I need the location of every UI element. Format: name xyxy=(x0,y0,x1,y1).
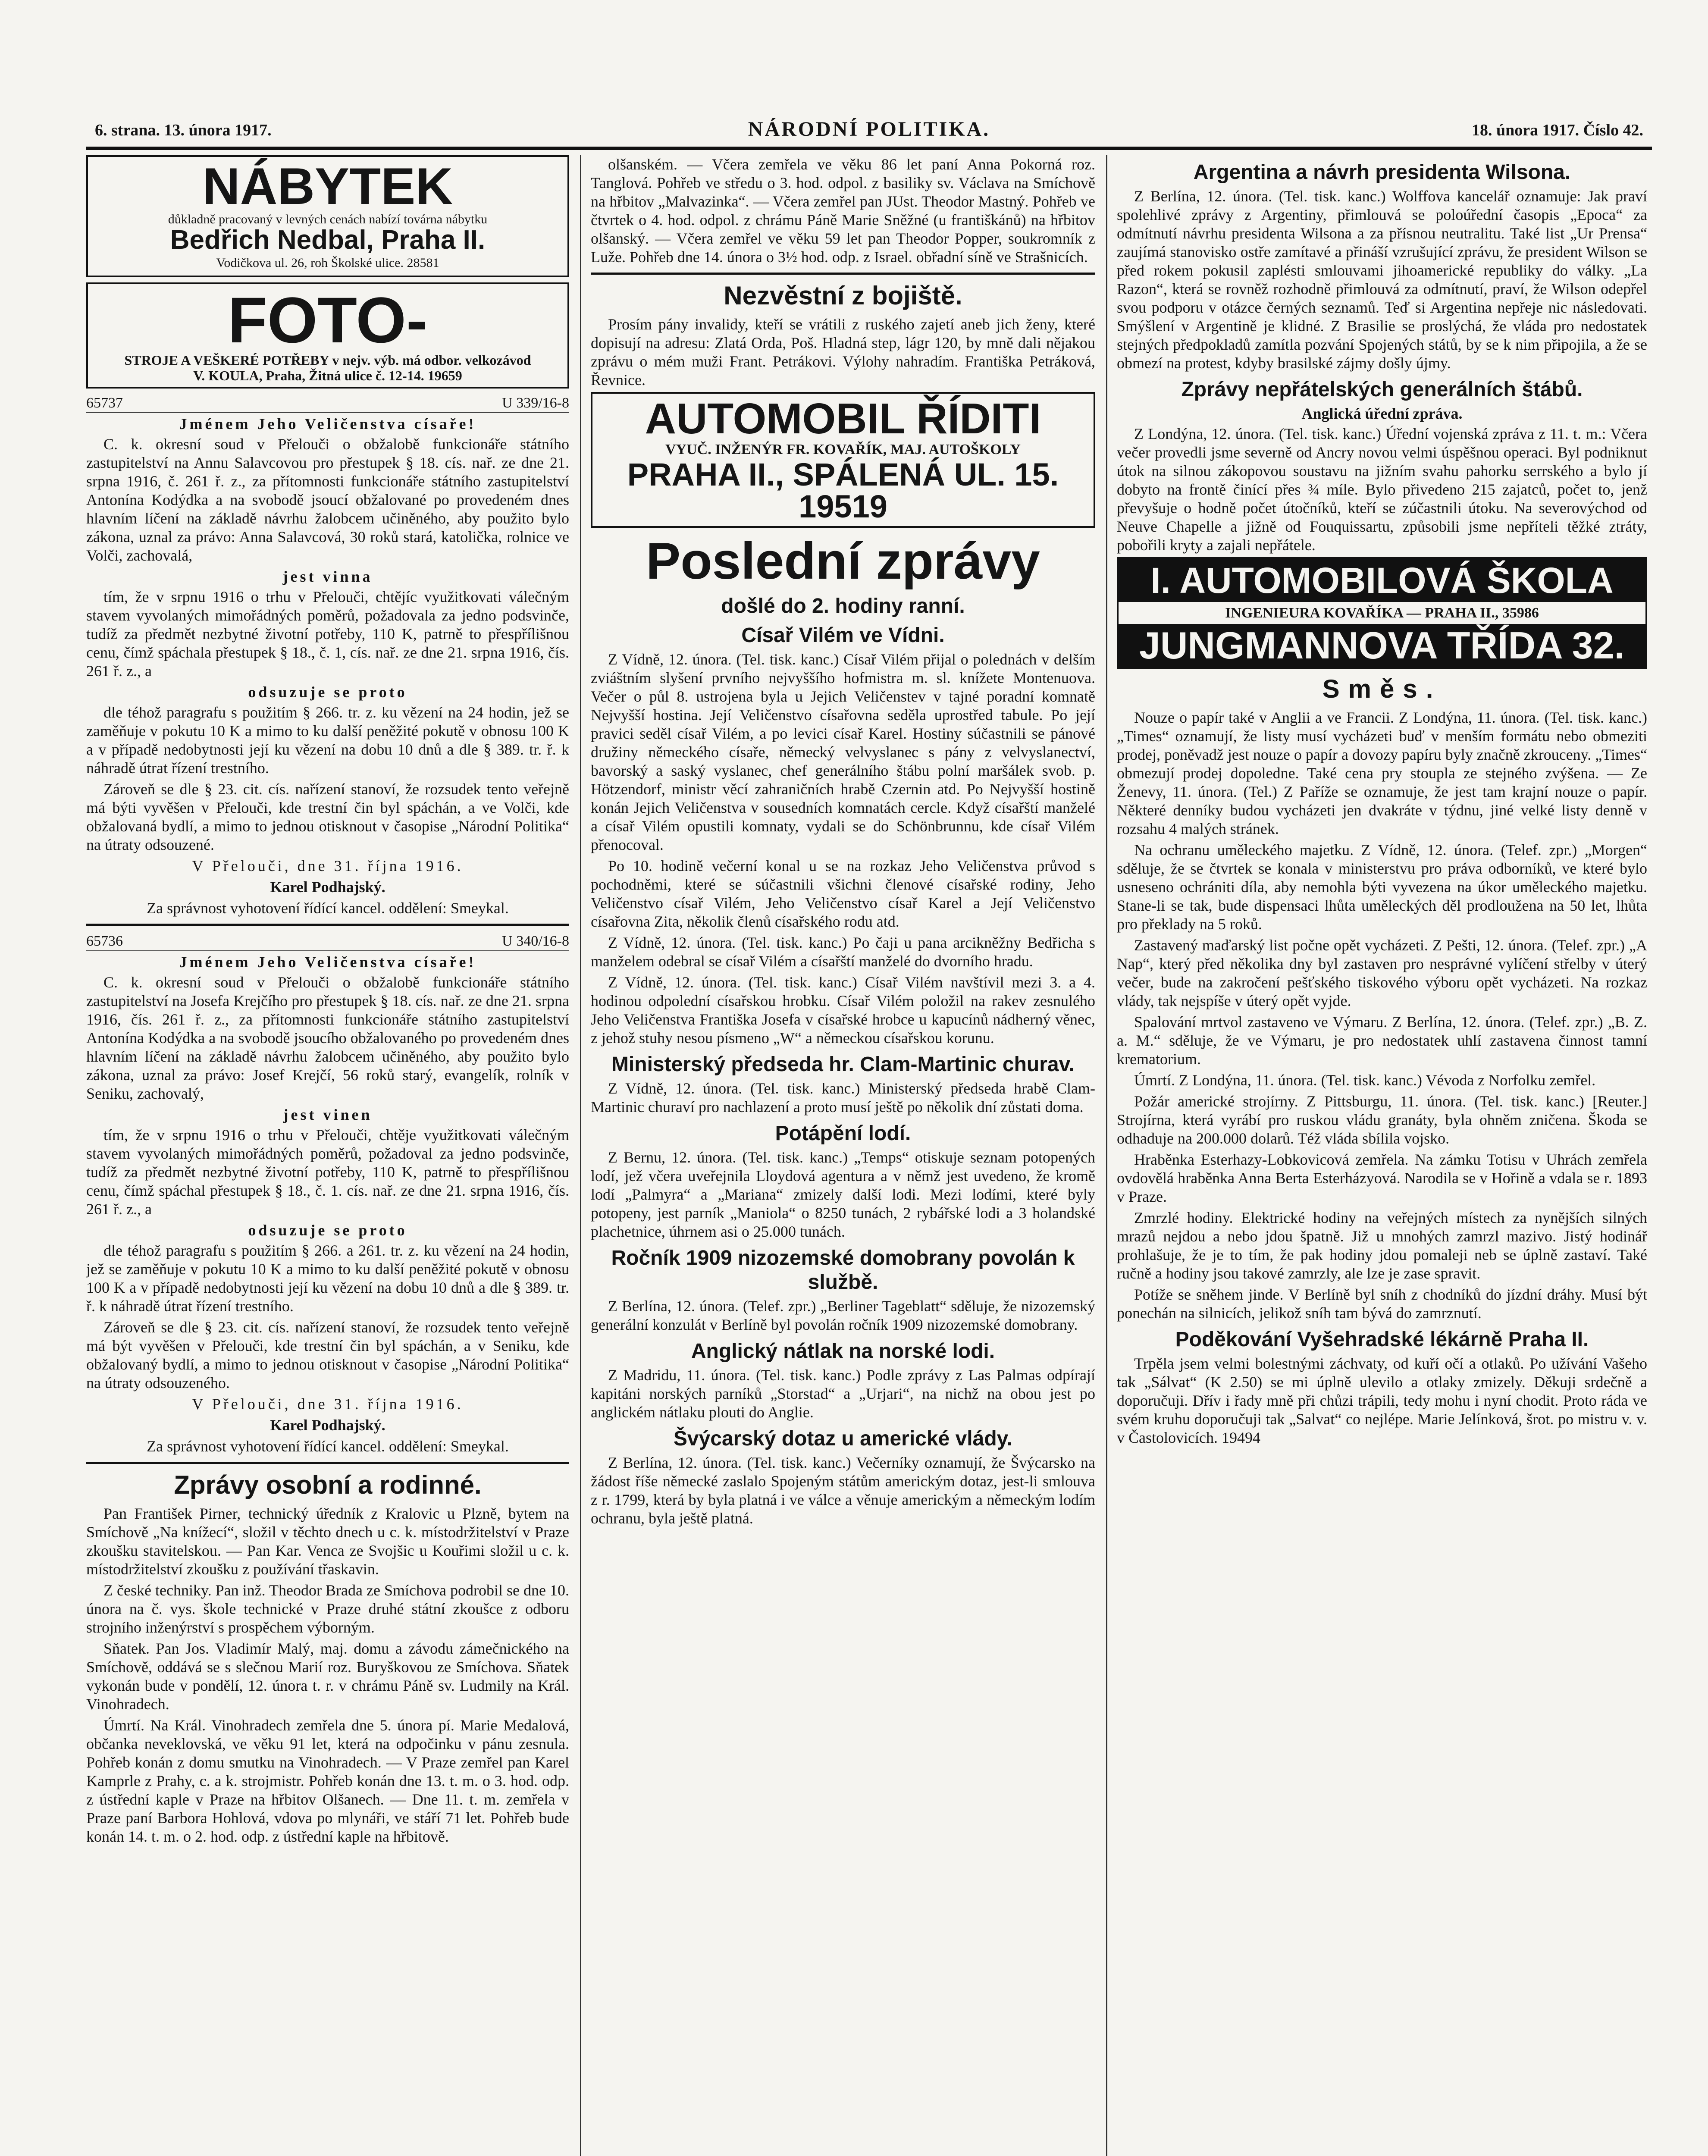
paragraph: Zároveň se dle § 23. cit. cís. nařízení stanoví, že rozsudek tento veřejně má býti vyvěšen v Přelouči, kde trestní čin byl spáchán, a ve Volči, kde obžalovaná bydlí, a mimo to jednou otisknout v časopise „Národní Politika“ na útraty odsouzené. xyxy=(86,780,569,853)
ad-address: Vodičkova ul. 26, roh Školské ulice. 28581 xyxy=(216,256,439,270)
section-heading: Směs. xyxy=(1322,674,1442,703)
paragraph: Úmrtí. Z Londýna, 11. února. (Tel. tisk. kanc.) Vévoda z Norfolku zemřel. xyxy=(1134,1072,1596,1089)
ad-address: V. KOULA, Praha, Žitná ulice č. 12-14. 19659 xyxy=(193,368,462,383)
article-heading: Anglický nátlak na norské lodi. xyxy=(691,1340,995,1363)
section-subheading: došlé do 2. hodiny ranní. xyxy=(721,595,965,617)
article-heading: Argentina a návrh presidenta Wilsona. xyxy=(1193,161,1571,184)
ad-autoskola xyxy=(1117,557,1647,669)
paragraph: Z Vídně, 12. února. (Tel. tisk. kanc.) Císař Vilém navštívil mezi 3. a 4. hodinou odpolední císařskou hrobku. Císař Vilém položil na rakev zesnulého Jeho Veličenstva Františka Josefa v císařské hrobce u kapucínů nádherný věnec, z jehož stuhy nesou písmeno „W“ a německou císařskou korunu. xyxy=(591,974,1095,1047)
date-line: V Přelouči, dne 31. října 1916. xyxy=(192,857,464,874)
paragraph: Nouze o papír také v Anglii a ve Francii. Z Londýna, 11. února. (Tel. tisk. kanc.) „Times“ oznamují, že listy musí vycházeti buď v menším formátu nebo obmeziti prodej, poněvadž jest nouze o papír a dovozy papíru byly značně zkrouceny. „Times“ obmezují prodej dopoledne. Také cena pry stoupla ze stejného zvýšena. — Ze Ženevy, 11. února. (Tel.) Z Paříže se oznamuje, že jest tam krajní nouze o papír. Některé denníky budou vycházeti jen dvakráte v týdnu, jiné velké listy denně v rozsahu 4 malých stránek. xyxy=(1117,709,1647,837)
ad-title: NÁBYTEK xyxy=(202,157,453,215)
paragraph: Z Londýna, 12. února. (Tel. tisk. kanc.) Úřední vojenská zpráva z 11. t. m.: Včera večer provedli jsme severně od Ancry novou velmi úspěšnou operaci. Byl podniknut útok na silnou zákopovou soustavu na jižním svahu pahorku serrského a bylo jí dobyto na frontě činící přes ¾ míle. Bylo přivedeno 215 zajatců, počet to, jenž převyšuje o hodně počet útočníků, kteří se zúčastnili útoku. Na severovýchod od Neuve Chapelle a jižně od Fouquissartu, způsobili jsme nepříteli těžké ztráty, pobořili kryty a zajali nepřátele. xyxy=(1117,425,1647,554)
column-3 xyxy=(1117,155,1647,2156)
section-heading: Nezvěstní z bojiště. xyxy=(724,281,962,310)
article-heading: Švýcarský dotaz u americké vlády. xyxy=(673,1427,1013,1450)
ad-nabytek xyxy=(86,155,569,277)
article-subheading: Anglická úřední zpráva. xyxy=(1301,405,1463,422)
verdict-heading: Jménem Jeho Veličenstva císaře! xyxy=(179,953,476,971)
paragraph: Potíže se sněhem jinde. V Berlíně byl sníh z chodníků do jízdní dráhy. Musí být ponechán na silnicích, jelikož sníh tam bývá do zamrznutí. xyxy=(1117,1286,1647,1322)
masthead: NÁRODNÍ POLITIKA. xyxy=(748,118,990,141)
paragraph: Pan František Pirner, technický úředník z Kralovic u Plzně, bytem na Smíchově „Na knížecí“, složil v těchto dnech u c. k. místodržitelství v Praze zkoušku stavitelskou. — Pan Kar. Venca ze Svojšic u Kouřimi složil u c. k. místodržitelství zkoušku z používání třaskavin. xyxy=(86,1505,569,1578)
divider xyxy=(86,1462,569,1464)
article-heading: Císař Vilém ve Vídni. xyxy=(741,624,945,647)
notice-number: 65737 U 339/16-8 xyxy=(86,394,569,413)
verdict-line: jest vinna xyxy=(282,568,373,585)
section-heading: Zprávy osobní a rodinné. xyxy=(174,1470,482,1499)
paragraph: olšanském. — Včera zemřela ve věku 86 let paní Anna Pokorná roz. Tanglová. Pohřeb ve středu o 3. hod. odpol. z basiliky sv. Václava na Smíchově na hřbitov „Malvazinka“. — Včera zemřel pan JUst. Theodor Mastný. Pohřeb ve čtvrtek o 4. hod. odpol. z chrámu Páně Marie Sněžné (u františkánů) na hřbitov olšanský. — Včera zemřel ve věku 59 let pan Theodor Popper, soukromník z Luže. Pohřeb dne 14. února o 3½ hod. odp. z Israel. obřadní síně ve Strašnicích. xyxy=(591,156,1095,266)
paragraph: C. k. okresní soud v Přelouči o obžalobě funkcionáře státního zastupitelství na Annu Salavcovou pro přestupek § 18. cís. nař. ze dne 21. srpna 1916, č. 261 ř. z., za přítomnosti funkcionáře státního zastupitelství Antonína Kodýdka a na svobodě jsoucí obžalované po provedeném dnes hlavním líčení na základě návrhu žalobcem učiněného, aby použito bylo zákona, uznal za právo: Anna Salavcová, 30 roků stará, katolička, rolnice ve Volči, zachovalá, xyxy=(86,436,569,564)
paragraph: C. k. okresní soud v Přelouči o obžalobě funkcionáře státního zastupitelství na Josefa Krejčího pro přestupek § 18. cís. nař. ze dne 21. srpna 1916, čís. 261 ř. z., za přítomnosti funkcionáře státního zastupitelství Antonína Kodýdka a na svobodě jsoucího obžalovaného po provedeném dnes hlavním líčení na základě návrhu žalobcem učiněného, aby použito bylo zákona, uznal za právo: Josef Krejčí, 56 roků starý, evangelík, rolník v Seniku, zachovalý, xyxy=(86,974,569,1102)
header-right: 18. února 1917. Číslo 42. xyxy=(1472,121,1643,139)
paragraph: Z Vídně, 12. února. (Tel. tisk. kanc.) Císař Vilém přijal o polednách v delším zviáštním slyšení prvního nejvyššího hofmistra m. sl. knížete Montenuova. Večer o půl 8. ustrojena byla u Jejich Veličenstev v tajné poradní komnatě Nejvyšší hostina. Její Veličenstvo císařovna seděla uprostřed tabule. Po její pravici seděl císař Vilém, a po levici císař Karel. Hostiny súčastnili se pánové družiny německého císaře, německý velvyslanec s pány z velvyslanectví, bavorský a saský vyslanec, chef generálního štábu polní maršálek svob. p. Hötzendorf, ministr věcí zahraničních hrabě Czernin atd. Po Nejvyšší hostině konán Jejich Veličenstva v sousedních komnatách cercle. Když císařští manželé a císař Vilém opustili komnaty, vydali se do Schönbrunnu, kde císař Vilém přenocoval. xyxy=(591,651,1095,853)
column-rule xyxy=(1106,155,1107,2156)
paragraph: dle téhož paragrafu s použitím § 266. tr. z. ku vězení na 24 hodin, jež se zaměňuje v pokutu 10 K a mimo to ku další peněžité pokutě v obnosu 100 K a v případě nedobytnosti její ku vězení na dobu 10 dnů a dle § 389. tr. ř. k náhradě útrat řízení trestního. xyxy=(86,704,569,777)
paragraph: Požár americké strojírny. Z Pittsburgu, 11. února. (Tel. tisk. kanc.) [Reuter.] Strojírna, která vyrábí pro ruskou vládu granáty, byla ohněm zničena. Škoda se odhaduje na 200.000 dolarů. Též vláda sbílila vojsko. xyxy=(1117,1093,1647,1147)
paragraph: Z Bernu, 12. února. (Tel. tisk. kanc.) „Temps“ otiskuje seznam potopených lodí, jež včera uveřejnila Lloydová agentura a v němž jest uvedeno, že kromě lodí „Palmyra“ a „Mariana“ zmizely další lodi. Mezi lodími, které byly potopeny, jest parník „Maniola“ o 8250 tunách, 2 rybářské lodi a 3 holandské plachetnice, úhrnem asi o 25.000 tunách. xyxy=(591,1149,1095,1240)
divider xyxy=(591,273,1095,275)
ad-title: FOTO- xyxy=(228,284,428,356)
paragraph: dle téhož paragrafu s použitím § 266. a 261. tr. z. ku vězení na 24 hodin, jež se zaměňuje v pokutu 10 K a mimo to ku další peněžité pokutě v obnosu 100 K a v případě nedobytnosti její ku vězení na dobu 10 dnů a dle § 389. tr. ř. k náhradě útrat řízení trestního. xyxy=(86,1242,569,1315)
paragraph: Z Madridu, 11. února. (Tel. tisk. kanc.) Podle zprávy z Las Palmas odpírají kapitáni norských parníků „Storstad“ a „Urjari“, na nichž na obou jest po anglickém nátlaku plouti do Anglie. xyxy=(591,1366,1095,1421)
paragraph: Hraběnka Esterhazy-Lobkovicová zemřela. Na zámku Totisu v Uhrách zemřela ovdovělá hraběnka Anna Berta Esterházyová. Narodila se v Hořině a vdala se r. 1893 v Praze. xyxy=(1117,1151,1647,1205)
paragraph: Z Berlína, 12. února. (Telef. zpr.) „Berliner Tageblatt“ sděluje, že nizozemský generální konzulát v Berlíně byl povolán ročník 1909 nizozemské domobrany. xyxy=(591,1297,1095,1333)
article-heading: Poděkování Vyšehradské lékárně Praha II. xyxy=(1175,1328,1589,1351)
section-heading: Poslední zprávy xyxy=(646,532,1040,590)
paragraph: Prosím pány invalidy, kteří se vrátili z ruského zajetí aneb jich ženy, které dopisují na adresu: Zlatá Orda, Poš. Hladná step, lágr 120, by mně dali nějakou zprávu o mém muži Frant. Petrákovi. Výlohy nahradím. Františka Petráková, Řevnice. xyxy=(591,316,1095,389)
ad-text: INGENIEURA KOVAŘÍKA — PRAHA II., 35986 xyxy=(1225,605,1539,621)
verdict-line: jest vinen xyxy=(283,1106,373,1123)
paragraph: Z Berlína, 12. února. (Tel. tisk. kanc.) Večerníky oznamují, že Švýcarsko na žádost říše německé zaslalo Spojeným státům americkým dotaz, jest-li smlouva z r. 1799, která by byla platná i ve válce a věnuje americkým a německým lodím ochranu, byla ještě platná. xyxy=(591,1454,1095,1527)
header-left: 6. strana. 13. února 1917. xyxy=(95,121,272,139)
ad-title: I. AUTOMOBILOVÁ ŠKOLA xyxy=(1119,559,1645,602)
signature: Karel Podhajský. xyxy=(270,1416,385,1434)
ad-text: VYUČ. INŽENÝR FR. KOVAŘÍK, MAJ. AUTOŠKOLY xyxy=(665,442,1021,458)
notice-number: 65736 U 340/16-8 xyxy=(86,932,569,951)
paragraph: Z české techniky. Pan inž. Theodor Brada ze Smíchova podrobil se dne 10. února na č. vys. škole technické v Praze druhé státní zkoušce z odboru strojního inženýrství s prospěchem výborným. xyxy=(86,1582,569,1636)
paragraph: Zmrzlé hodiny. Elektrické hodiny na veřejných místech za nynějších silných mrazů nejdou a nebo jdou špatně. Již u mnohých zamrzl mazivo. Jistý hodinář prohlašuje, že je to tím, že pak hodiny jdou pomaleji neb se úplně zastaví. Také ručně a hodiny jsou takové zamrzly, ale lze je zase spravit. xyxy=(1117,1209,1647,1282)
ad-address: JUNGMANNOVA TŘÍDA 32. xyxy=(1119,624,1645,667)
divider xyxy=(86,924,569,926)
paragraph: Sňatek. Pan Jos. Vladimír Malý, maj. domu a závodu zámečnického na Smíchově, oddává se s slečnou Marií roz. Buryškovou ze Smíchova. Sňatek vykonán bude v pondělí, 12. února t. r. v chrámu Páně sv. Ludmily na Král. Vinohradech. xyxy=(86,1640,569,1713)
ad-foto xyxy=(86,282,569,389)
article-heading: Ministerský předseda hr. Clam-Martinic churav. xyxy=(611,1053,1075,1076)
verdict-line: odsuzuje se proto xyxy=(248,683,407,701)
paragraph: Na ochranu uměleckého majetku. Z Vídně, 12. února. (Telef. zpr.) „Morgen“ sděluje, že se čtvrtek se konala v ministerstvu pro práva odborníků, ve které bylo usneseno ochrániti díla, aby nemohla býti vyvezena na úkor uměleckého majetku. Stane-li se tak, bude dispensaci lhůta uměleckých děl prodloužena na 50 let, lhůta pro překlady na 5 roků. xyxy=(1117,841,1647,933)
paragraph: Zároveň se dle § 23. cit. cís. nařízení stanoví, že rozsudek tento veřejně má být vyvěšen v Přelouči, kde trestní čin byl spáchán, a v Seniku, kde obžalovaný bydlí, a mimo to jednou otisknout v časopise „Národní Politika“ na útraty odsouzeného. xyxy=(86,1319,569,1391)
ad-title: AUTOMOBIL ŘÍDITI xyxy=(645,395,1041,443)
column-2 xyxy=(591,155,1095,2156)
ad-text: důkladně pracovaný v levných cenách nabízí továrna nábytku xyxy=(168,212,488,226)
paragraph: tím, že v srpnu 1916 o trhu v Přelouči, chtěje využitkovati válečným stavem vyvolaných mimořádných poměrů, požadoval za jedno podsvinče, tudíž za předmět nezbytné životní potřeby, 110 K, patrně to přespřílišnou cenu, čímž spáchal přestupek § 18., č. 1. cís. nař. ze dne 21. srpna 1916, čís. 261 ř. z., a xyxy=(86,1126,569,1218)
ad-company: Bedřich Nedbal, Praha II. xyxy=(170,225,486,255)
paragraph: Trpěla jsem velmi bolestnými záchvaty, od kuří očí a otlaků. Po užívání Vašeho tak „Sálvat“ (K 2.50) se mi úplně ulevilo a otlaky zmizely. Děkuji srdečně a doporučuji. Dřív i řady mně při chůzi trápili, tedy mohu i nyní chodit. Proto ráda ve svém kruhu doporučuji tak „Salvat“ co nejlépe. Marie Jelínková, šrot. po mistru v. v. v Častolovicích. 19494 xyxy=(1117,1355,1647,1446)
paragraph: Po 10. hodině večerní konal u se na rozkaz Jeho Veličenstva průvod s pochodněmi, které se súčastnili všichni členové císařské rodiny, Jeho Veličenstvo císař Vilém, Jeho Veličenstvo císař Karel a Její Veličenstvo císařovna Zita, několik členů císařského rodu atd. xyxy=(591,857,1095,930)
paragraph: Úmrtí. Na Král. Vinohradech zemřela dne 5. února pí. Marie Medalová, občanka neveklovská, ve věku 91 let, která na odpočinku v pánu zesnula. Pohřeb konán z domu smutku na Vinohradech. — V Praze zemřel pan Karel Kamprle z Prahy, c. a k. strojmistr. Pohřeb konán dne 13. t. m. o 3. hod. odp. z ústřední kaple v Praze na hřbitov Olšanech. — Dne 11. t. m. zemřela v Praze paní Barbora Hohlová, vdova po mlynáři, ve stáří 71 let. Pohřeb bude konán 14. t. m. o 2. hod. odp. z ústřední kaple na hřbitově. xyxy=(86,1717,569,1845)
article-heading: Zprávy nepřátelských generálních štábů. xyxy=(1181,378,1583,401)
paragraph: tím, že v srpnu 1916 o trhu v Přelouči, chtějíc využitkovati válečným stavem vyvolaných mimořádných poměrů, požadovala za jedno podsvinče, tudíž za předmět nezbytné životní potřeby, 110 K, patrně to přespřílišnou cenu, čímž spáchala přestupek § 18., č. 1, cís. nař. ze dne 21. srpna 1916, čís. 261 ř. z., a xyxy=(86,588,569,680)
date-line: V Přelouči, dne 31. října 1916. xyxy=(192,1395,464,1413)
signature: Karel Podhajský. xyxy=(270,878,385,896)
paragraph: Zastavený maďarský list počne opět vycházeti. Z Pešti, 12. února. (Telef. zpr.) „A Nap“, který před několika dny byl zastaven pro nesprávné vylíčení střelby v úterý večer, bude na zakročení pešťského tiskového výboru opět vycházeti. Na rozkaz vlády, tak nejspíše v úterý opět vyjde. xyxy=(1117,937,1647,1009)
column-rule xyxy=(580,155,581,2156)
certification: Za správnost vyhotovení řídící kancel. oddělení: Smeykal. xyxy=(147,899,509,917)
ad-address: PRAHA II., SPÁLENÁ UL. 15. 19519 xyxy=(627,457,1059,524)
paragraph: Z Vídně, 12. února. (Tel. tisk. kanc.) Po čaji u pana arcikněžny Bedřicha s manželem odebral se císař Vilém a císařští manželé do dvorního hradu. xyxy=(591,934,1095,970)
page-header xyxy=(86,116,1652,150)
article-heading: Potápění lodí. xyxy=(775,1122,911,1145)
ad-text: STROJE A VEŠKERÉ POTŘEBY v nejv. výb. má odbor. velkozávod xyxy=(124,352,531,368)
paragraph: Z Berlína, 12. února. (Tel. tisk. kanc.) Wolffova kancelář oznamuje: Jak praví spolehlivé zprávy z Argentiny, přimlouvá se poloúřední časopis „Epoca“ za odmítnutí návrhu presidenta Wilsona a za přísnou neutralitu. Také list „Ur Prensa“ zaujímá stanovisko ostře zamítavé a přináší vzrušující zprávu, že president Wilson se před rokem pokusil zaplésti smlouvami jihoamerické republiky do války. „La Razon“, která se rovněž rozhodně přimlouvá za odmítnutí, praví, že Wilson odepřel svou podporu v otázce černých seznamů. Teď si Argentina nepřeje nic následovati. Smýšlení v Argentině je klidné. Z Brasilie se proslýchá, že vláda pro nedostatek stejných předpokladů zamítla pozvání Spojených států, by se k nim připojila, a že se obmezí na protest, kdyby brasilské zájmy došly újmy. xyxy=(1117,188,1647,372)
paragraph: Spalování mrtvol zastaveno ve Výmaru. Z Berlína, 12. února. (Telef. zpr.) „B. Z. a. M.“ sděluje, že ve Výmaru, je pro nedostatek uhlí zastavena činnost tamní krematorium. xyxy=(1117,1013,1647,1068)
column-1 xyxy=(86,155,569,2156)
verdict-heading: Jménem Jeho Veličenstva císaře! xyxy=(179,415,476,432)
verdict-line: odsuzuje se proto xyxy=(248,1222,407,1239)
article-heading: Ročník 1909 nizozemské domobrany povolán k službě. xyxy=(611,1247,1075,1294)
paragraph: Z Vídně, 12. února. (Tel. tisk. kanc.) Ministerský předseda hrabě Clam-Martinic churaví pro nachlazení a proto musí ještě po několik dní zůstati doma. xyxy=(591,1080,1095,1116)
ad-automobil xyxy=(591,392,1095,528)
certification: Za správnost vyhotovení řídící kancel. oddělení: Smeykal. xyxy=(147,1438,509,1455)
